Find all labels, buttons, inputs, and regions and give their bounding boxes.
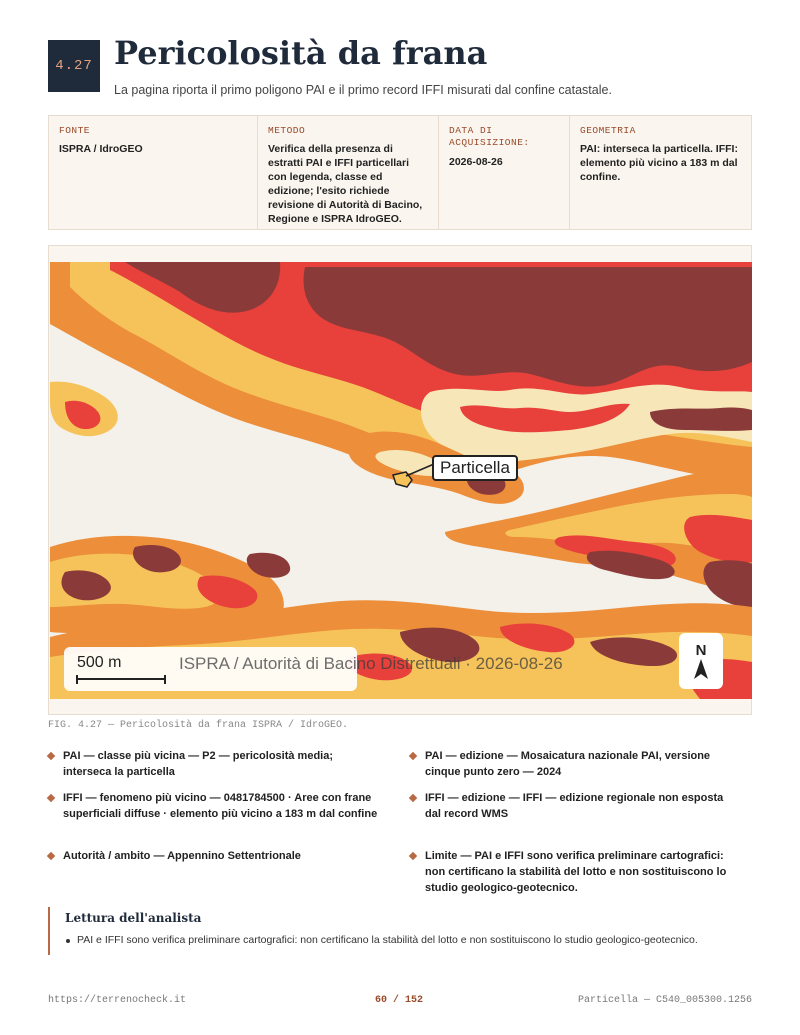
footer-page-number: 60 / 152 (375, 995, 424, 1006)
north-arrow (679, 633, 723, 689)
fact-pai-edition: PAI — edizione — Mosaicatura nazionale PAI, versione cinque punto zero — 2024 (410, 749, 740, 781)
scale-bar (76, 675, 166, 684)
footer-reference: Particella — C540_005300.1256 (577, 995, 752, 1006)
fact-authority: Autorità / ambito — Appennino Settentrionale (48, 849, 378, 865)
meta-date-label: DATA DI ACQUISIZIONE: (449, 125, 530, 149)
meta-source-value: ISPRA / IdroGEO (59, 143, 143, 156)
fact-iffi-phenomenon: IFFI — fenomeno più vicino — 0481784500 · Aree con frane superficiali diffuse · elemento più vicino a 183 m dal confine (48, 791, 378, 823)
meta-method (258, 116, 439, 229)
analyst-note (48, 907, 752, 955)
map-figure (48, 245, 752, 715)
analyst-item: PAI e IFFI sono verifica preliminare cartografici: non certificano la stabilità del lotto e non sostituiscono lo studio geologico-geotecnico. (65, 934, 752, 946)
meta-date (439, 116, 570, 229)
meta-source-label: FONTE (59, 125, 91, 136)
analyst-title: Lettura dell'analista (65, 911, 202, 925)
footer-url[interactable]: https://terrenocheck.it (48, 995, 187, 1006)
scale-label: 500 m (77, 654, 122, 671)
fact-iffi-edition: IFFI — edizione — IFFI — edizione regionale non esposta dal record WMS (410, 791, 740, 823)
page-title: Pericolosità da frana (114, 34, 488, 72)
meta-method-label: METODO (268, 125, 306, 136)
section-badge: 4.27 (48, 40, 100, 92)
figure-caption: FIG. 4.27 — Pericolosità da frana ISPRA / IdroGEO. (48, 720, 349, 731)
meta-geometry-value: PAI: interseca la particella. IFFI: elemento più vicino a 183 m dal confine. (580, 143, 738, 184)
meta-source (49, 116, 258, 229)
meta-geometry (570, 116, 751, 229)
north-label: N (695, 641, 707, 659)
meta-date-value: 2026-08-26 (449, 155, 503, 168)
meta-method-value: Verifica della presenza di estratti PAI e IFFI particellari con legenda, classe ed edizione; l'esito richiede revisione di Autorità di Bacino, Regione e ISPRA IdroGEO. (268, 143, 423, 225)
parcel-callout: Particella (432, 455, 518, 481)
meta-geometry-label: GEOMETRIA (580, 125, 636, 136)
north-arrow-icon (693, 658, 709, 680)
landslide-hazard-map[interactable] (50, 262, 752, 699)
fact-limit: Limite — PAI e IFFI sono verifica preliminare cartografici: non certificano la stabilità del lotto e non sostituiscono lo studio geologico-geotecnico. (410, 849, 740, 897)
map-credit: ISPRA / Autorità di Bacino Distrettuali · 2026-08-26 (179, 654, 563, 673)
page-subtitle: La pagina riporta il primo poligono PAI e il primo record IFFI misurati dal confine catastale. (114, 83, 612, 97)
metadata-table (48, 115, 752, 230)
hazard-map-drawing (50, 262, 752, 699)
fact-pai-class: PAI — classe più vicina — P2 — pericolosità media; interseca la particella (48, 749, 378, 781)
